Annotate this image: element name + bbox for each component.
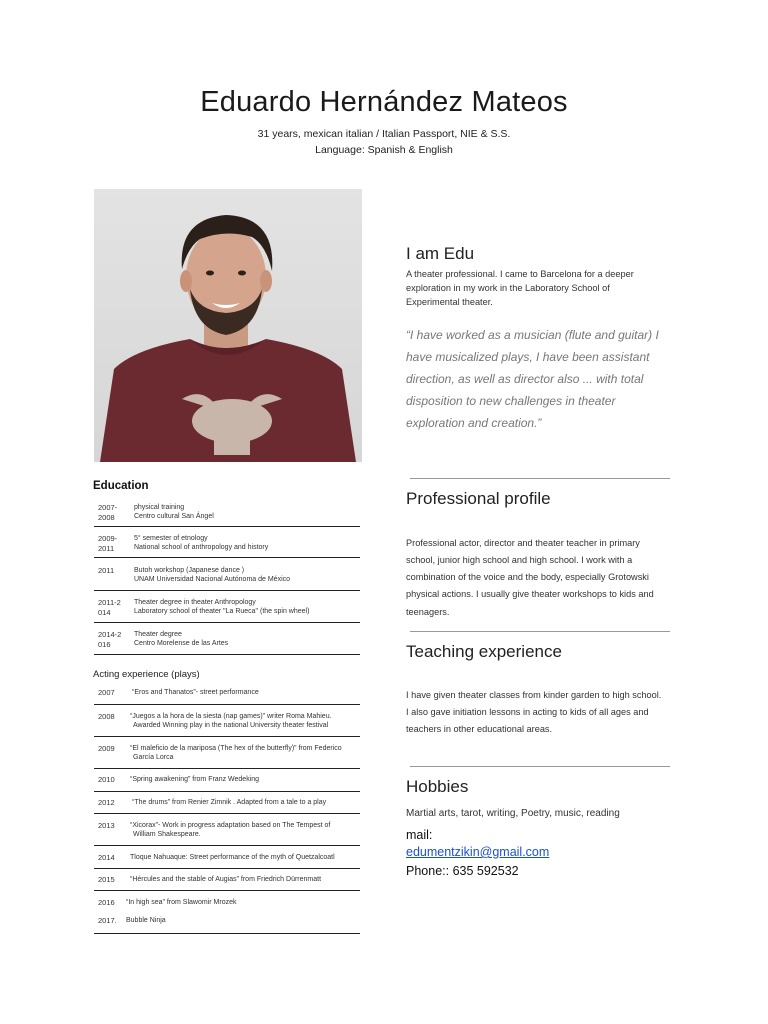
profile-title: Professional profile xyxy=(406,489,551,508)
acting-row xyxy=(94,793,360,814)
phone: Phone:: 635 592532 xyxy=(406,864,519,878)
education-row xyxy=(94,624,360,655)
education-line: Centro Morelense de las Artes xyxy=(134,640,229,647)
acting-row xyxy=(94,770,360,792)
acting-line: Tloque Nahuaque: Street performance of the myth of Quetzalcoatl xyxy=(130,854,335,861)
education-title: Education xyxy=(93,480,149,492)
acting-title: Acting experience (plays) xyxy=(93,669,200,680)
education-line: Theater degree in theater Anthropology xyxy=(134,599,256,606)
education-row xyxy=(94,528,360,558)
about-text-line: Experimental theater. xyxy=(406,297,493,307)
hobbies-title: Hobbies xyxy=(406,777,469,796)
education-year: 2011 xyxy=(98,566,115,575)
portrait-photo xyxy=(94,189,362,462)
acting-line: “Juegos a la hora de la siesta (nap games)” writer Roma Mahieu. xyxy=(130,713,332,720)
acting-year: 2012 xyxy=(98,798,115,807)
education-line: National school of anthropology and history xyxy=(134,544,269,551)
acting-line: Awarded Winning play in the national University theater festival xyxy=(133,722,329,729)
hobbies-text: Martial arts, tarot, writing, Poetry, music, reading xyxy=(406,808,620,819)
profile-text-line: combination of the voice and the body, especially Grotowski xyxy=(406,572,649,582)
acting-year: 2013 xyxy=(98,821,115,830)
page-title: Eduardo Hernández Mateos xyxy=(200,86,568,118)
email-link[interactable]: edumentzikin@gmail.com xyxy=(406,845,550,859)
acting-row xyxy=(94,892,360,934)
education-year: 2011-2 014 xyxy=(98,598,121,617)
acting-line: “The drums” from Renier Zimnik . Adapted from a tale to a play xyxy=(132,799,327,806)
profile-text-line: school, junior high school and high school. I work with a xyxy=(406,555,633,565)
divider xyxy=(410,478,670,479)
acting-year: 2016 xyxy=(98,898,115,907)
acting-row xyxy=(94,870,360,891)
acting-line: “Hércules and the stable of Augias” from Friedrich Dürrenmatt xyxy=(130,876,322,883)
acting-year: 2009 xyxy=(98,744,115,753)
education-line: Centro cultural San Ángel xyxy=(134,513,214,520)
teaching-text-line: teachers in other educational areas. xyxy=(406,724,553,734)
education-row xyxy=(94,498,360,527)
education-year: 2009- 2011 xyxy=(98,534,118,553)
acting-row xyxy=(94,738,360,769)
acting-line: William Shakespeare. xyxy=(133,831,201,838)
acting-line: “Xicorax”- Work in progress adaptation based on The Tempest of xyxy=(130,822,331,829)
acting-line: “Eros and Thanatos”- street performance xyxy=(132,689,259,696)
acting-row xyxy=(94,815,360,846)
languages: Language: Spanish & English xyxy=(315,144,453,156)
acting-year: 2015 xyxy=(98,875,115,884)
acting-line: “El maleficio de la mariposa (The hex of the butterfly)” from Federico xyxy=(130,745,342,752)
acting-line: “Spring awakening” from Franz Wedeking xyxy=(130,776,260,783)
about-text-line: A theater professional. I came to Barcelona for a deeper xyxy=(406,269,634,279)
education-line: physical training xyxy=(134,504,185,511)
education-line: Butoh workshop (Japanese dance ) xyxy=(134,567,245,574)
education-line: Theater degree xyxy=(134,631,182,638)
acting-year: 2008 xyxy=(98,712,115,721)
about-title: I am Edu xyxy=(406,244,475,263)
divider xyxy=(410,631,670,632)
profile-text-line: teenagers. xyxy=(406,607,450,617)
acting-row xyxy=(94,683,360,705)
acting-year: 2007 xyxy=(98,688,115,697)
education-line: UNAM Universidad Nacional Autónoma de México xyxy=(134,576,291,583)
education-year: 2014-2 016 xyxy=(98,630,122,649)
teaching-text-line: I have given theater classes from kinder garden to high school. xyxy=(406,690,662,700)
personal-info: 31 years, mexican italian / Italian Passport, NIE & S.S. xyxy=(257,128,511,140)
acting-year: 2010 xyxy=(98,775,115,784)
acting-year: 2017. xyxy=(98,916,117,925)
teaching-title: Teaching experience xyxy=(406,642,562,661)
acting-row xyxy=(94,706,360,737)
education-line: 5° semester of etnology xyxy=(134,535,208,542)
acting-line: “In high sea” from Slawomir Mrozek xyxy=(126,899,237,906)
mail-label: mail: xyxy=(406,828,433,842)
education-row xyxy=(94,559,360,591)
profile-text-line: physical actions. I usually give theater workshops to kids and xyxy=(406,589,654,599)
education-row xyxy=(94,592,360,623)
education-line: Laboratory school of theater "La Rueca" (the spin wheel) xyxy=(134,608,310,615)
teaching-text-line: I also gave initiation lessons in acting to kids of all ages and xyxy=(406,707,649,717)
acting-line: García Lorca xyxy=(133,754,174,761)
education-year: 2007- 2008 xyxy=(98,503,118,522)
acting-line: Bubble Ninja xyxy=(126,917,166,924)
about-quote: “I have worked as a musician (flute and guitar) I have musicalized plays, I have been assistant direction, as well as director also ... with total disposition to new challenges in theater exploration and creation.” xyxy=(406,328,659,430)
acting-row xyxy=(94,847,360,869)
profile-text-line: Professional actor, director and theater teacher in primary xyxy=(406,538,640,548)
divider xyxy=(410,766,670,767)
acting-year: 2014 xyxy=(98,853,115,862)
about-text-line: exploration in my work in the Laboratory School of xyxy=(406,283,610,293)
